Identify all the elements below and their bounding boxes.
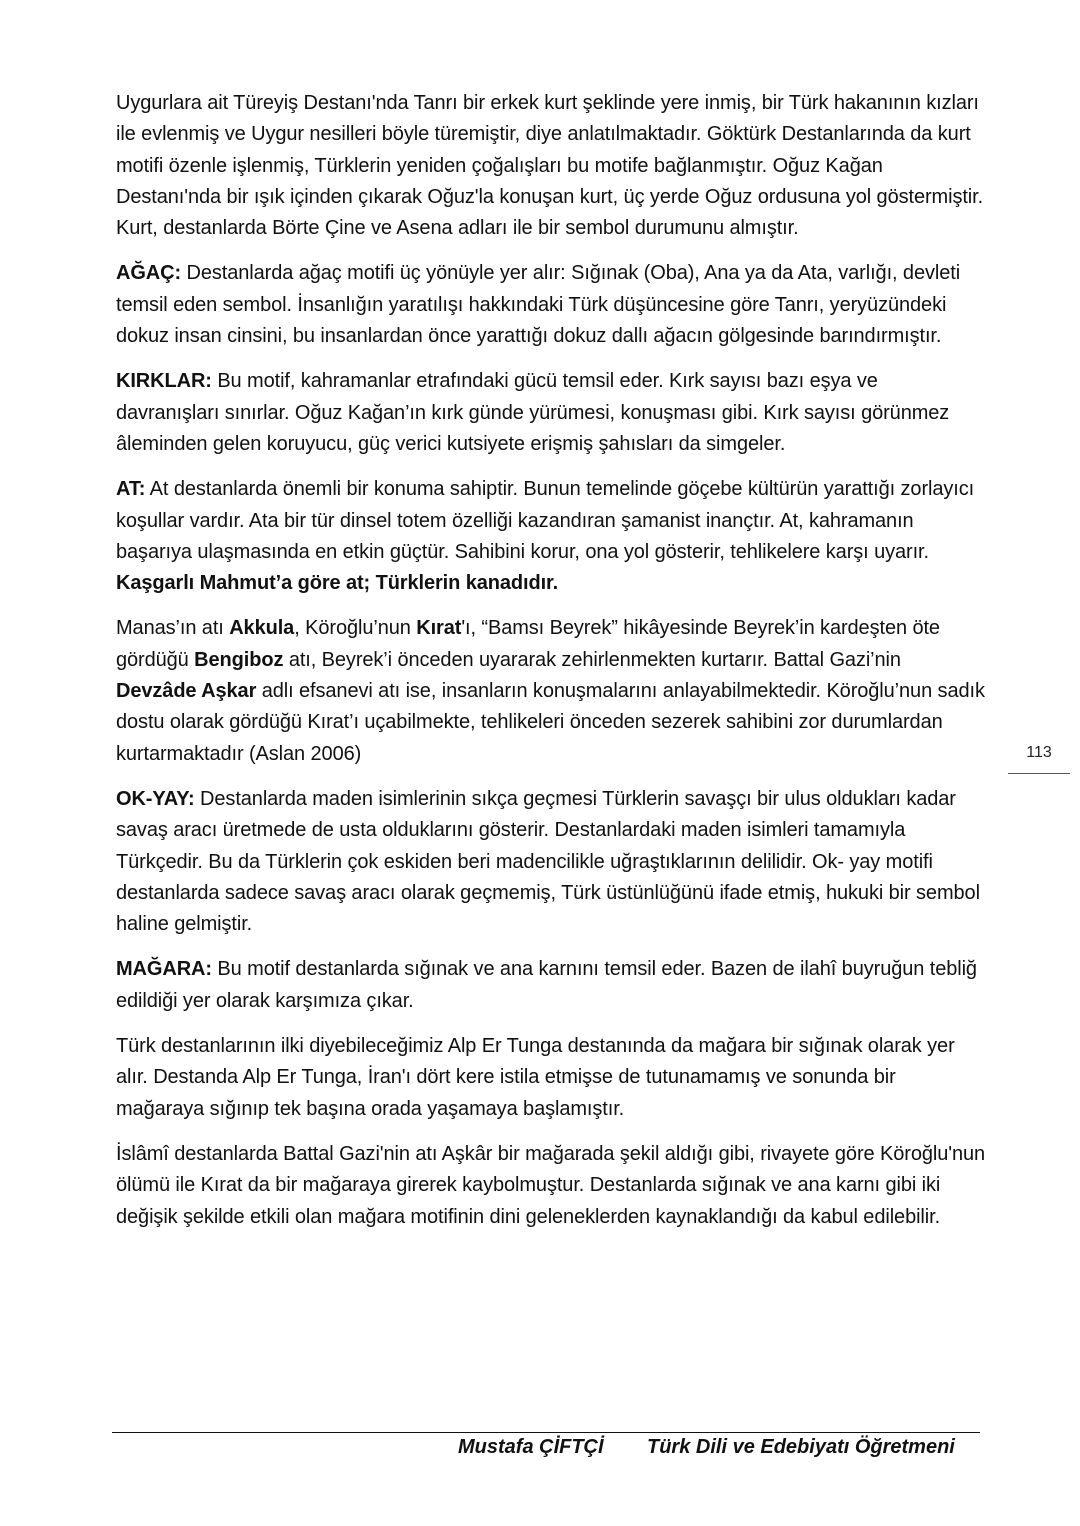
text-run: İslâmî destanlarda Battal Gazi'nin atı Aşkâr bir mağarada şekil aldığı gibi, rivayete göre Köroğlu'nun ölümü ile Kırat da bir mağaraya girerek kaybolmuştur. Destanlarda sığınak ve ana karnı gibi iki değişik şekilde etkili olan mağara motifinin dini geleneklerden kaynaklandığı da kabul edilebilir.	[116, 1142, 986, 1228]
text-run: Manas’ın atı	[116, 617, 230, 640]
text-run: Türk destanlarının ilki diyebileceğimiz Alp Er Tunga destanında da mağara bir sığınak olarak yer alır. Destanda Alp Er Tunga, İran'ı dört kere istila etmişse de tutunamamış ve sonunda bir mağaraya sığınıp tek başına orada yaşamaya başlamıştır.	[116, 1035, 955, 1120]
text-run: , Köroğlu’nun	[294, 617, 417, 640]
footer-rule	[112, 1432, 980, 1433]
page-number: 113	[1026, 744, 1052, 761]
paragraph	[116, 613, 986, 769]
text-run: 'ı, “Bamsı Beyrek” hikâyesinde Beyrek’in kardeşten öte gördüğü	[116, 617, 940, 671]
bold-text: KIRKLAR:	[116, 370, 212, 393]
text-run: Destanlarda maden isimlerinin sıkça geçmesi Türklerin savaşçı bir ulus oldukları kadar savaş aracı üretmede de usta olduklarını gösterir. Destanlardaki maden isimleri tamamıyla Türkçedir. Bu da Türklerin çok eskiden beri madencilikle uğraştıklarının delilidir. Ok- yay motifi destanlarda sadece savaş aracı olarak geçmemiş, Türk üstünlüğünü ifade etmiş, hukuki bir sembol haline gelmiştir.	[116, 787, 980, 936]
paragraph	[116, 474, 986, 599]
text-run: Uygurlara ait Türeyiş Destanı'nda Tanrı bir erkek kurt şeklinde yere inmiş, bir Türk hakanının kızları ile evlenmiş ve Uygur nesilleri böyle türemiştir, diye anlatılmaktadır. Göktürk Destanlarında da kurt motifi özenle işlenmiş, Türklerin yeniden çoğalışları bu motife bağlanmıştır. Oğuz Kağan Destanı'nda bir ışık içinden çıkarak Oğuz'la konuşan kurt, üç yerde Oğuz ordusuna yol göstermiştir. Kurt, destanlarda Börte Çine ve Asena adları ile bir sembol durumunu almıştır.	[116, 92, 984, 240]
bold-text: Akkula	[229, 617, 295, 640]
bold-text: Kırat	[416, 617, 462, 640]
paragraph	[116, 258, 986, 352]
bold-text: AT:	[116, 478, 146, 501]
page-number-rule	[1008, 773, 1070, 774]
bold-text: OK-YAY:	[116, 787, 195, 810]
bold-text: Bengiboz	[194, 648, 284, 671]
paragraph	[116, 366, 986, 460]
paragraph	[116, 954, 986, 1017]
text-run: adlı efsanevi atı ise, insanların konuşmalarını anlayabilmektedir. Köroğlu’nun sadık dostu olarak gördüğü Kırat’ı uçabilmekte, tehlikeleri önceden sezerek sahibini zor durumlardan kurtarmaktadır (Aslan 2006)	[116, 680, 985, 765]
text-run: atı, Beyrek’i önceden uyararak zehirlenmekten kurtarır. Battal Gazi’nin	[283, 648, 901, 671]
footer-role: Türk Dili ve Edebiyatı Öğretmeni	[647, 1436, 955, 1458]
paragraph	[116, 88, 986, 244]
text-run: At destanlarda önemli bir konuma sahiptir. Bunun temelinde göçebe kültürün yarattığı zorlayıcı koşullar vardır. Ata bir tür dinsel totem özelliği kazandıran şamanist inançtır. At, kahramanın başarıya ulaşmasında en etkin güçtür. Sahibini korur, ona yol gösterir, tehlikelere karşı uyarır.	[116, 478, 975, 563]
bold-text: Devzâde Aşkar	[116, 680, 257, 703]
text-run: Bu motif, kahramanlar etrafındaki gücü temsil eder. Kırk sayısı bazı eşya ve davranışları sınırlar. Oğuz Kağan’ın kırk günde yürümesi, konuşması gibi. Kırk sayısı görünmez âleminden gelen koruyucu, güç verici kutsiyete erişmiş şahısları da simgeler.	[116, 370, 950, 455]
bold-text: AĞAÇ:	[116, 262, 182, 285]
paragraph	[116, 784, 986, 940]
bold-text: Kaşgarlı Mahmut’a göre at; Türklerin kanadıdır.	[116, 572, 559, 595]
paragraph	[116, 1031, 986, 1125]
text-run: Destanlarda ağaç motifi üç yönüyle yer alır: Sığınak (Oba), Ana ya da Ata, varlığı, devleti temsil eden sembol. İnsanlığın yaratılışı hakkındaki Türk düşüncesine göre Tanrı, yeryüzündeki dokuz insan cinsini, bu insanlardan önce yarattığı dokuz dallı ağacın gölgesinde barındırmıştır.	[116, 262, 961, 348]
bold-text: MAĞARA:	[116, 958, 212, 981]
text-run: Bu motif destanlarda sığınak ve ana karnını temsil eder. Bazen de ilahî buyruğun tebliğ edildiği yer olarak karşımıza çıkar.	[116, 958, 977, 1012]
page-body	[116, 88, 986, 1247]
paragraph	[116, 1139, 986, 1233]
footer-author: Mustafa ÇİFTÇİ	[458, 1436, 604, 1458]
